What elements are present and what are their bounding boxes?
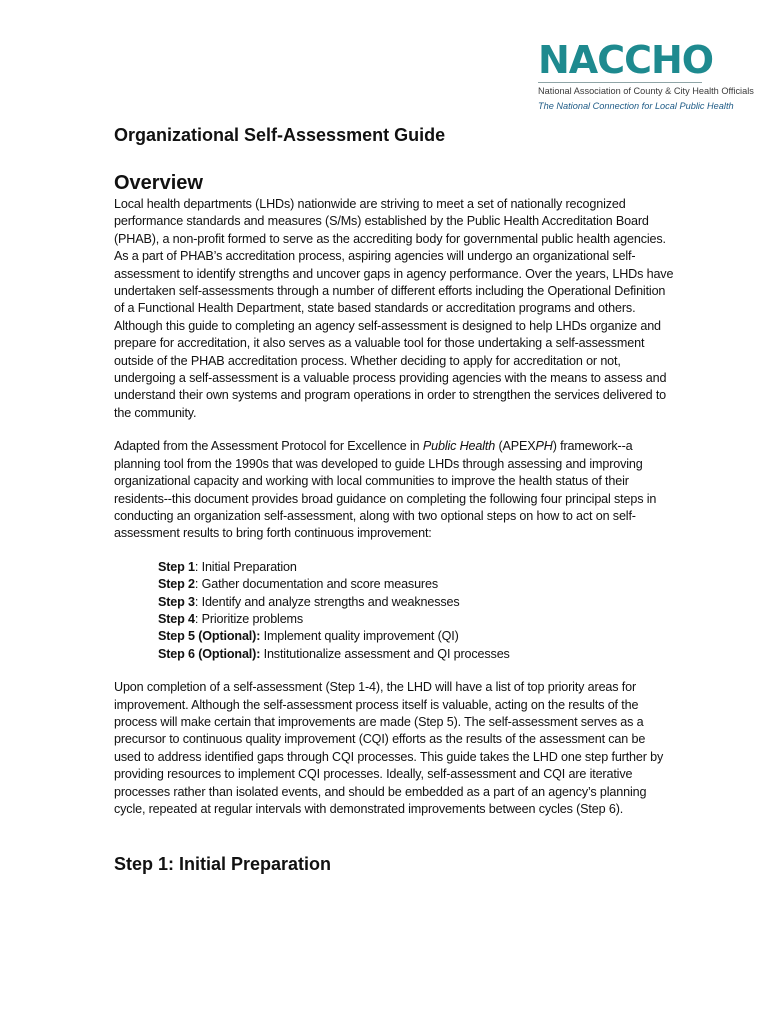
list-item: Step 2: Gather documentation and score measures <box>158 577 438 592</box>
list-item: Step 5 (Optional): Implement quality improvement (QI) <box>158 629 459 644</box>
list-item: Step 3: Identify and analyze strengths and weaknesses <box>158 594 460 609</box>
list-item: Step 6 (Optional): Institutionalize assessment and QI processes <box>158 646 510 661</box>
document-title: Organizational Self-Assessment Guide <box>114 125 446 145</box>
logo-wordmark: NACCHO <box>538 38 714 82</box>
list-item: Step 1: Initial Preparation <box>158 559 297 574</box>
steps-list <box>158 559 674 663</box>
document-body <box>114 122 674 877</box>
logo-divider <box>538 82 702 83</box>
step1-heading: Step 1: Initial Preparation <box>114 854 332 875</box>
overview-heading: Overview <box>114 172 203 194</box>
list-item: Step 4: Prioritize problems <box>158 611 304 626</box>
naccho-logo <box>538 38 754 111</box>
overview-paragraph-2: Adapted from the Assessment Protocol for Excellence in Public Health (APEXPH) framework--a planning tool from the 1990s that was developed to guide LHDs through assessing and improving organizational capacity and working with local communities to improve the health status of their residents--this document provides broad guidance on completing the following four principal steps in conducting an organization self-assessment, along with two optional steps on how to act on self-assessment results to bring forth continuous improvement: <box>114 439 657 541</box>
logo-subtitle: National Association of County & City Health Officials <box>538 86 754 96</box>
logo-tagline: The National Connection for Local Public Health <box>538 101 734 111</box>
overview-paragraph-3: Upon completion of a self-assessment (Step 1-4), the LHD will have a list of top priority areas for improvement. Although the self-assessment process itself is valuable, acting on the results of the process will make certain that improvements are made (Step 5). The self-assessment serves as a precursor to continuous quality improvement (CQI) efforts as the results of the assessment can be used to address identified gaps through CQI processes. This guide takes the LHD one step further by providing resources to implement CQI processes. Ideally, self-assessment and CQI are iterative processes rather than isolated events, and should be embedded as a part of an agency’s planning cycle, repeated at regular intervals with demonstrated improvements between cycles (Step 6). <box>114 680 664 816</box>
overview-paragraph-1: Local health departments (LHDs) nationwide are striving to meet a set of nationally recognized performance standards and measures (S/Ms) established by the Public Health Accreditation Board (PHAB), a non-profit formed to serve as the accrediting body for governmental public health agencies. As a part of PHAB’s accreditation process, aspiring agencies will undergo an organizational self-assessment to identify strengths and uncover gaps in agency performance. Over the years, LHDs have undertaken self-assessments through a number of different efforts including the Operational Definition of a Functional Health Department, state based standards or accreditation programs and others. Although this guide to completing an agency self-assessment is designed to help LHDs organize and prepare for accreditation, it also serves as a valuable tool for those undertaking a self-assessment outside of the PHAB accreditation process. Whether deciding to apply for accreditation or not, undergoing a self-assessment is a valuable process providing agencies with the means to assess and understand their own systems and program operations in order to strengthen the services delivered to the community. <box>114 197 674 420</box>
